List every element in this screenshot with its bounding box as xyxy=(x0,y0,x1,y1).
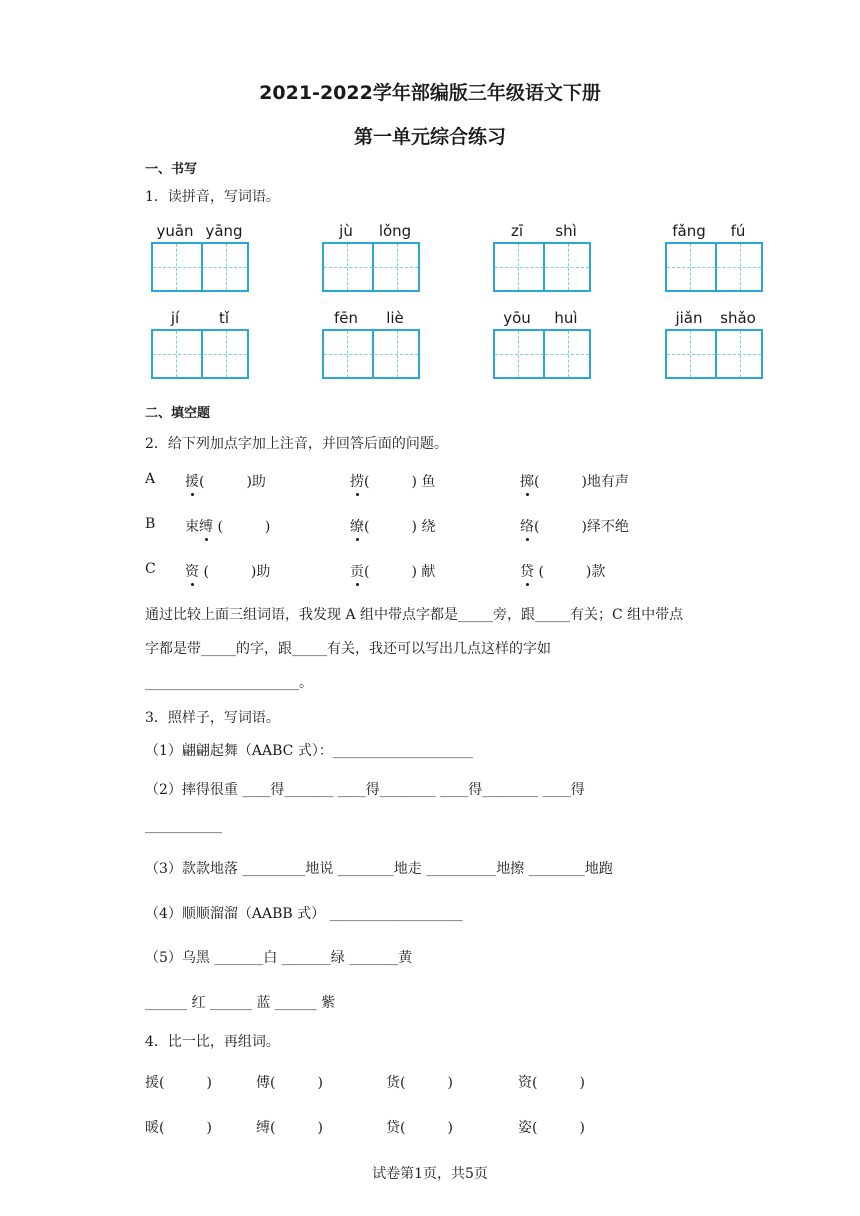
dotted-char: 掷 xyxy=(520,471,534,491)
q3-line-2b: ___________ xyxy=(145,818,222,834)
q2-item[interactable]: 束缚 ( ) xyxy=(185,516,270,536)
writing-grid[interactable] xyxy=(322,329,420,379)
pinyin-label: fú xyxy=(730,222,746,240)
pinyin-label: jí xyxy=(170,309,180,327)
q2-prompt: 2．给下列加点字加上注音，并回答后面的问题。 xyxy=(145,436,448,452)
q4-prompt: 4．比一比，再组词。 xyxy=(145,1034,280,1050)
q2-row-label: B xyxy=(145,516,156,532)
q2-item[interactable]: 缭( ) 绕 xyxy=(350,516,435,536)
dotted-char: 贷 xyxy=(520,561,534,581)
writing-grid[interactable] xyxy=(151,329,249,379)
section-writing: 一、书写 xyxy=(145,162,198,177)
q4-item[interactable]: 资( ) xyxy=(518,1075,585,1091)
writing-grid[interactable] xyxy=(665,242,763,292)
q4-item[interactable]: 姿( ) xyxy=(518,1120,585,1136)
q4-item[interactable]: 傅( ) xyxy=(256,1075,323,1091)
section-fill-blank: 二、填空题 xyxy=(145,406,211,421)
q2-para-1: 通过比较上面三组词语，我发现 A 组中带点字都是_____旁，跟_____有关；C 组中带点 xyxy=(145,607,684,623)
q2-para-2: 字都是带_____的字，跟_____有关，我还可以写出几点这样的字如 xyxy=(145,641,551,657)
q2-row-label: C xyxy=(145,561,156,577)
pinyin-label: liè xyxy=(386,309,404,327)
pinyin-label: jù xyxy=(339,222,353,240)
q2-row-label: A xyxy=(145,471,156,487)
pinyin-label: fǎng xyxy=(672,222,706,240)
pinyin-label: fēn xyxy=(333,309,359,327)
dotted-char: 援 xyxy=(185,471,199,491)
pinyin-label: shǎo xyxy=(720,309,756,327)
writing-grid[interactable] xyxy=(665,329,763,379)
q3-line-6: ______ 红 ______ 蓝 ______ 紫 xyxy=(145,995,336,1011)
pinyin-label: yōu xyxy=(503,309,531,327)
dotted-char: 络 xyxy=(520,516,534,536)
q2-para-3: ______________________。 xyxy=(145,675,313,691)
pinyin-label: zī xyxy=(510,222,524,240)
pinyin-label: jiǎn xyxy=(675,309,703,327)
dotted-char: 贡 xyxy=(350,561,364,581)
q2-item[interactable]: 资 ( )助 xyxy=(185,561,270,581)
q3-line-1: （1）翩翩起舞（AABC 式）：____________________ xyxy=(145,743,473,759)
writing-grid[interactable] xyxy=(493,329,591,379)
pinyin-label: tǐ xyxy=(218,309,230,327)
pinyin-label: yuān xyxy=(156,222,194,240)
q3-line-2: （2）摔得很重 ____得_______ ____得________ ____得________ ____得 xyxy=(145,782,585,798)
dotted-char: 捞 xyxy=(350,471,364,491)
q4-item[interactable]: 缚( ) xyxy=(256,1120,323,1136)
doc-title-line2: 第一单元综合练习 xyxy=(353,126,506,148)
dotted-char: 缭 xyxy=(350,516,364,536)
q3-line-5: （5）乌黑 _______白 _______绿 _______黄 xyxy=(145,950,413,966)
q4-item[interactable]: 贷( ) xyxy=(386,1120,453,1136)
q4-item[interactable]: 援( ) xyxy=(145,1075,212,1091)
writing-grid[interactable] xyxy=(493,242,591,292)
writing-grid[interactable] xyxy=(151,242,249,292)
q2-item[interactable]: 掷( )地有声 xyxy=(520,471,629,491)
q2-item[interactable]: 贡( ) 献 xyxy=(350,561,435,581)
dotted-char: 缚 xyxy=(199,516,213,536)
pinyin-label: huì xyxy=(554,309,578,327)
q3-line-4: （4）顺顺溜溜（AABB 式） ___________________ xyxy=(145,906,463,922)
q1-prompt: 1．读拼音，写词语。 xyxy=(145,189,280,205)
page-footer: 试卷第1页，共5页 xyxy=(372,1166,488,1182)
pinyin-label: yāng xyxy=(205,222,243,240)
q3-line-3: （3）款款地落 _________地说 ________地走 __________地擦 ________地跑 xyxy=(145,861,613,877)
writing-grid[interactable] xyxy=(322,242,420,292)
q2-item[interactable]: 捞( ) 鱼 xyxy=(350,471,435,491)
doc-title-line1: 2021-2022学年部编版三年级语文下册 xyxy=(259,82,601,104)
pinyin-label: lǒng xyxy=(378,222,412,240)
q4-item[interactable]: 暖( ) xyxy=(145,1120,212,1136)
dotted-char: 资 xyxy=(185,561,199,581)
q2-item[interactable]: 络( )绎不绝 xyxy=(520,516,629,536)
q4-item[interactable]: 货( ) xyxy=(386,1075,453,1091)
q3-prompt: 3．照样子，写词语。 xyxy=(145,710,280,726)
pinyin-label: shì xyxy=(555,222,577,240)
q2-item[interactable]: 贷 ( )款 xyxy=(520,561,605,581)
q2-item[interactable]: 援( )助 xyxy=(185,471,266,491)
